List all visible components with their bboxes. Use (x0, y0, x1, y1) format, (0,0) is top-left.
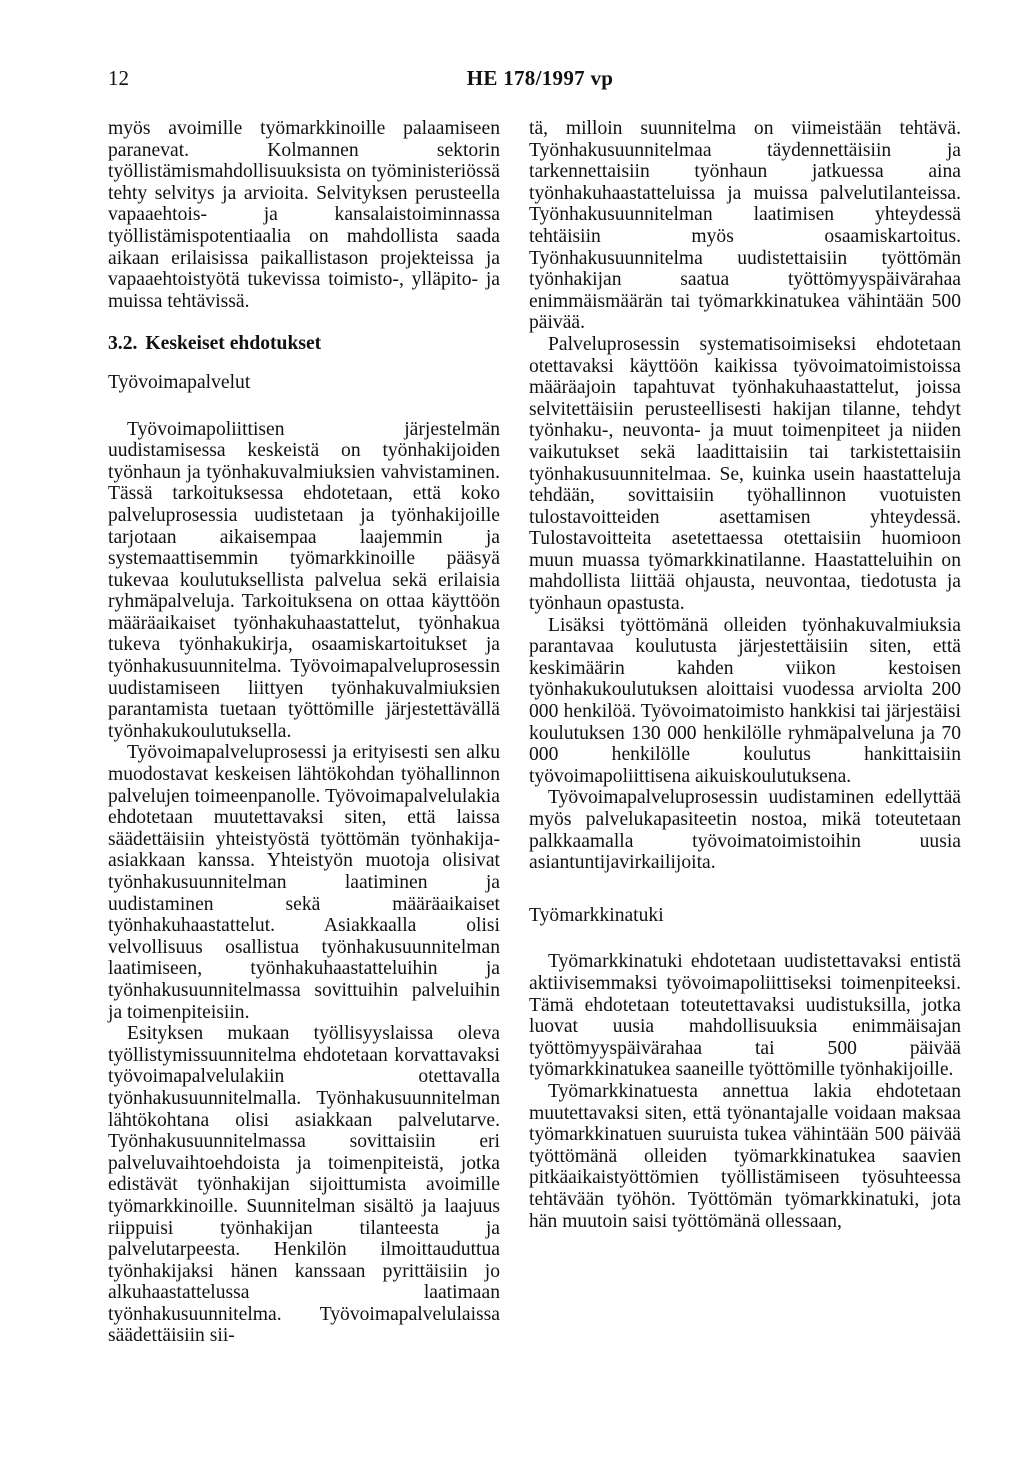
body-paragraph: Esityksen mukaan työllisyyslaissa oleva työllistymissuunnitelma ehdotetaan korvattavaksi työvoimapalvelulakiin otettavalla työnhakusuunnitelmalla. Työnhakusuunnitelman lähtökohtana olisi asiakkaan palvelutarve. Työnhakusuunnitelmassa sovittaisiin eri palveluvaihtoehdoista ja toimenpiteistä, jotka edistävät työnhakijan sijoittumista avoimille työmarkkinoille. Suunnitelman sisältö ja laajuus riippuisi työnhakijan tilanteesta ja palvelutarpeesta. Henkilön ilmoittauduttua työnhakijaksi hänen kanssaan pyrittäisiin jo alkuhaastattelussa laatimaan työnhakusuunnitelma. Työvoimapalvelulaissa säädettäisiin sii- (108, 1023, 500, 1347)
body-paragraph: Työmarkkinatuesta annettua lakia ehdotetaan muutettavaksi siten, että työnantajalle voidaan maksaa työmarkkinatuen suuruista tukea vähintään 500 päivää työttömänä olleiden työmarkkinatukea saavien pitkäaikaistyöttömien työllistämiseen työsuhteessa tehtävään työhön. Työttömän työmarkkinatuki, jota hän muutoin saisi työttömänä ollessaan, (529, 1080, 961, 1232)
body-paragraph: Palveluprosessin systematisoimiseksi ehdotetaan otettavaksi käyttöön kaikissa työvoimatoimistoissa määräajoin tapahtuvat työnhakuhaastattelut, joissa selvitettäisiin perusteellisesti hakijan tilanne, tehdyt työnhaku-, neuvonta- ja muut toimenpiteet ja niiden vaikutukset sekä laadittaisiin tai tarkistettaisiin työnhakusuunnitelmaa. Se, kuinka usein haastatteluja tehdään, sovittaisiin työhallinnon vuotuisten tulostavoitteiden asettamisen yhteydessä. Tulostavoitteita asetettaessa otettaisiin huomioon muun muassa työmarkkinatilanne. Haastatteluihin on mahdollista liittää ohjausta, neuvontaa, tiedotusta ja työnhaun opastusta. (529, 333, 961, 615)
body-paragraph: Työvoimapalveluprosessin uudistaminen edellyttää myös palvelukapasiteetin nostoa, mikä toteutetaan palkkaamalla työvoimatoimistoihin uusia asiantuntijavirkailijoita. (529, 787, 961, 874)
body-paragraph: Työmarkkinatuki ehdotetaan uudistettavaksi entistä aktiivisemmaksi työvoimapoliittiseksi toimenpiteeksi. Tämä ehdotetaan toteutettavaksi uudistuksilla, jotka luovat uusia mahdollisuuksia enimmäisajan työttömyyspäivärahaa tai 500 päivää työmarkkinatukea saaneille työttömille työnhakijoille. (529, 951, 961, 1081)
body-paragraph: Työvoimapoliittisen järjestelmän uudistamisessa keskeistä on työnhakijoiden työnhaun ja työnhakuvalmiuksien vahvistaminen. Tässä tarkoituksessa ehdotetaan, että koko palveluprosessia uudistetaan ja työnhakijoille tarjotaan aikaisempaa laajemmin ja systemaattisemmin työmarkkinoille pääsyä tukevaa koulutuksellista palvelua sekä erilaisia ryhmäpalveluja. Tarkoituksena on ottaa käyttöön määräaikaiset työnhakuhaastattelut, työnhakua tukeva työnhakukirja, osaamiskartoitukset ja työnhakusuunnitelma. Työvoimapalveluprosessin uudistamiseen liittyen työnhakuvalmiuksien parantamista tuetaan työttömille järjestettävällä työnhakukoulutuksella. (108, 418, 500, 742)
subheading-tyovoimapalvelut: Työvoimapalvelut (108, 371, 251, 393)
right-column (529, 118, 961, 1232)
body-paragraph: Työvoimapalveluprosessi ja erityisesti sen alku muodostavat keskeisen lähtökohdan työhallinnon palvelujen toimeenpanolle. Työvoimapalvelulakia ehdotetaan muutettavaksi siten, että laissa säädettäisiin yhteistyöstä työttömän työnhakija-asiakkaan kanssa. Yhteistyön muotoja olisivat työnhakusuunnitelman laatiminen ja uudistaminen sekä määräaikaiset työnhakuhaastattelut. Asiakkaalla olisi velvollisuus osallistua työnhakusuunnitelman laatimiseen, työnhakuhaastatteluihin ja työnhakusuunnitelmassa sovittuihin palveluihin ja toimenpiteisiin. (108, 742, 500, 1023)
page-header (108, 66, 972, 96)
document-id: HE 178/1997 vp (466, 66, 614, 90)
subheading-tyomarkkinatuki: Työmarkkinatuki (529, 904, 664, 926)
page-number: 12 (108, 66, 129, 90)
section-title: Keskeiset ehdotukset (145, 333, 322, 355)
section-heading (108, 333, 500, 355)
body-paragraph: tä, milloin suunnitelma on viimeistään tehtävä. Työnhakusuunnitelmaa täydennettäisiin ja tarkennettaisiin työnhaun jatkuessa aina työnhakuhaastatteluissa ja muissa palvelutilanteissa. Työnhakusuunnitelman laatimisen yhteydessä tehtäisiin myös osaamiskartoitus. Työnhakusuunnitelma uudistettaisiin työttömän työnhakijan saatua työttömyyspäivärahaa enimmäismäärän tai työmarkkinatukea vähintään 500 päivää. (529, 118, 961, 334)
body-paragraph: Lisäksi työttömänä olleiden työnhakuvalmiuksia parantavaa koulutusta järjestettäisiin siten, että keskimäärin kahden viikon kestoisen työnhakukoulutuksen aloittaisi vuodessa arviolta 200 000 henkilöä. Työvoimatoimisto hankkisi tai järjestäisi koulutuksen 130 000 henkilölle ryhmäpalveluna ja 70 000 henkilölle koulutus hankittaisiin työvoimapoliittisena aikuiskoulutuksena. (529, 614, 961, 787)
intro-paragraph: myös avoimille työmarkkinoille palaamiseen paranevat. Kolmannen sektorin työllistämismahdollisuuksista on työministeriössä tehty selvitys ja arvioita. Selvityksen perusteella vapaaehtois- ja kansalaistoiminnassa työllistämispotentiaalia on mahdollista saada aikaan erilaisissa paikallistason projekteissa ja vapaaehtoistyötä tukevissa toimisto-, ylläpito- ja muissa tehtävissä. (108, 118, 500, 312)
section-number: 3.2. (108, 333, 138, 355)
left-column (108, 118, 500, 1347)
